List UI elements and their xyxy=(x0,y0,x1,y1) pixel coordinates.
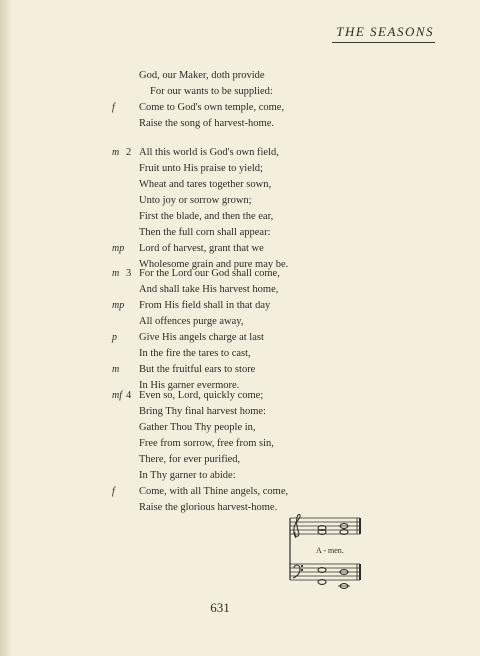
verse-line xyxy=(0,346,400,362)
dynamic-marking: m xyxy=(112,364,120,375)
verse-line xyxy=(0,330,400,346)
verse-text: For our wants to be supplied: xyxy=(150,86,273,97)
verse-text: There, for ever purified, xyxy=(139,454,241,465)
dynamic-marking: m xyxy=(112,147,120,158)
verse-text: Give His angels charge at last xyxy=(139,332,264,343)
verse-line xyxy=(0,225,400,241)
dynamic-marking: f xyxy=(112,102,115,113)
verse-text: For the Lord our God shall come, xyxy=(139,268,280,279)
dynamic-marking: p xyxy=(112,332,117,343)
verse-text: Wholesome grain and pure may be. xyxy=(139,259,289,270)
verse-text: All offences purge away, xyxy=(139,316,244,327)
amen-score-icon xyxy=(288,514,362,590)
verse-text: First the blade, and then the ear, xyxy=(139,211,274,222)
verse-text: In the fire the tares to cast, xyxy=(139,348,251,359)
verse-number: 2 xyxy=(126,147,132,158)
verse-line xyxy=(0,436,400,452)
verse-line xyxy=(0,241,400,257)
dynamic-marking: mf xyxy=(112,390,122,401)
verse-line xyxy=(0,298,400,314)
verse-text: In His garner evermore. xyxy=(139,380,240,391)
verse-text: Then the full corn shall appear: xyxy=(139,227,271,238)
verse-line xyxy=(0,484,400,500)
dynamic-marking: f xyxy=(112,486,115,497)
verse-line xyxy=(0,68,400,84)
page-number: 631 xyxy=(210,600,230,615)
verse-text: Come, with all Thine angels, come, xyxy=(139,486,289,497)
verse-text: From His field shall in that day xyxy=(139,300,271,311)
verse-text: In Thy garner to abide: xyxy=(139,470,236,481)
verse-text: Even so, Lord, quickly come; xyxy=(139,390,264,401)
verse-line xyxy=(0,84,400,100)
verse-line xyxy=(0,362,400,378)
verse-line xyxy=(0,209,400,225)
verse-text: Come to God's own temple, come, xyxy=(139,102,285,113)
verse-text: Raise the glorious harvest-home. xyxy=(139,502,278,513)
verse-line xyxy=(0,161,400,177)
verse-number: 4 xyxy=(126,390,132,401)
verse-line xyxy=(0,177,400,193)
verse-line xyxy=(0,388,400,404)
dynamic-marking: mp xyxy=(112,300,125,311)
verse-text: Unto joy or sorrow grown; xyxy=(139,195,252,206)
verse-text: Bring Thy final harvest home: xyxy=(139,406,266,417)
dynamic-marking: m xyxy=(112,268,120,279)
verse-text: Gather Thou Thy people in, xyxy=(139,422,256,433)
verse-line xyxy=(0,145,400,161)
amen-lyric: A - men. xyxy=(316,546,344,555)
verse-line xyxy=(0,420,400,436)
verse-line xyxy=(0,314,400,330)
verse-text: Fruit unto His praise to yield; xyxy=(139,163,263,174)
verse-text: Raise the song of harvest-home. xyxy=(139,118,275,129)
verse-text: But the fruitful ears to store xyxy=(139,364,256,375)
amen-notation xyxy=(288,514,362,590)
dynamic-marking: mp xyxy=(112,243,125,254)
verse-line xyxy=(0,404,400,420)
verse-text: All this world is God's own field, xyxy=(139,147,279,158)
verse-line xyxy=(0,100,400,116)
verse-line xyxy=(0,452,400,468)
verse-number: 3 xyxy=(126,268,132,279)
verse-line xyxy=(0,193,400,209)
verse-text: God, our Maker, doth provide xyxy=(139,70,265,81)
verse-text: Free from sorrow, free from sin, xyxy=(139,438,274,449)
verse-line xyxy=(0,468,400,484)
verse-text: And shall take His harvest home, xyxy=(139,284,279,295)
running-title: THE SEASONS xyxy=(336,24,434,39)
verse-text: Wheat and tares together sown, xyxy=(139,179,272,190)
verse-line xyxy=(0,116,400,132)
verse-text: Lord of harvest, grant that we xyxy=(139,243,264,254)
verse-line xyxy=(0,266,400,282)
verse-line xyxy=(0,282,400,298)
header-rule xyxy=(332,42,435,43)
